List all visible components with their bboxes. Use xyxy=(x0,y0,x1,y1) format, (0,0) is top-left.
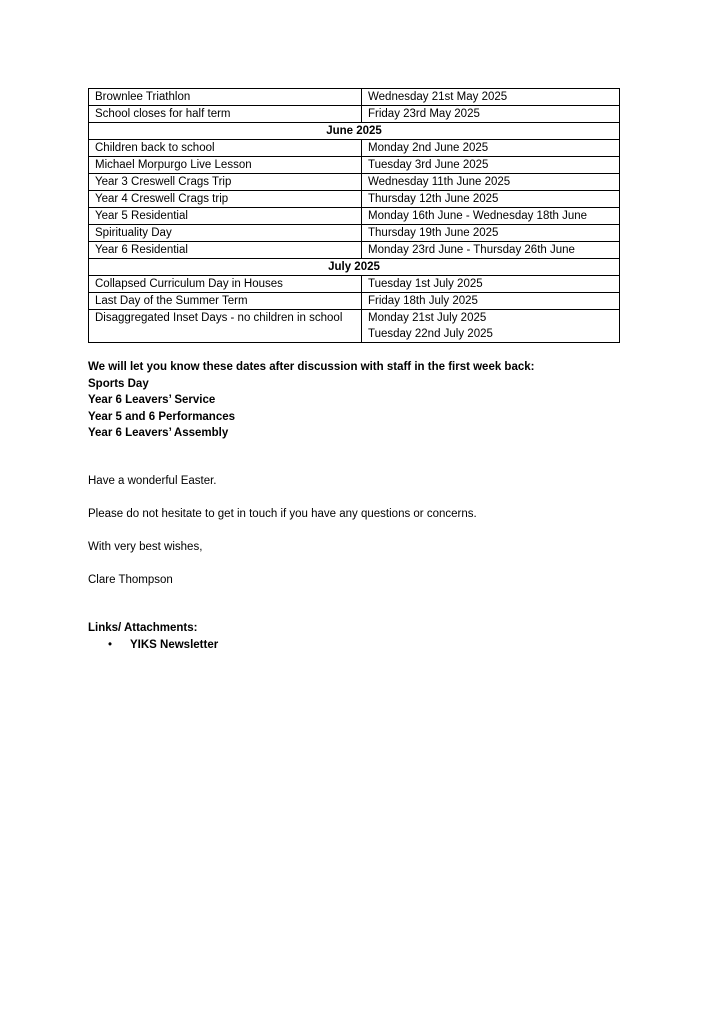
event-name-cell: Brownlee Triathlon xyxy=(89,89,362,106)
table-row xyxy=(89,191,620,208)
links-heading: Links/ Attachments: xyxy=(88,622,198,634)
event-name-cell: Year 6 Residential xyxy=(89,242,362,259)
tbc-intro: We will let you know these dates after discussion with staff in the first week back: xyxy=(88,361,535,373)
event-name-cell: Spirituality Day xyxy=(89,225,362,242)
month-header-row xyxy=(89,123,620,140)
event-date-cell xyxy=(362,140,620,157)
events-table xyxy=(88,88,620,343)
event-date: Tuesday 1st July 2025 xyxy=(368,278,483,290)
bullet-icon: • xyxy=(108,638,113,651)
table-row xyxy=(89,157,620,174)
event-date: Wednesday 21st May 2025 xyxy=(368,91,508,103)
event-date-cell xyxy=(362,242,620,259)
month-header: June 2025 xyxy=(89,123,620,140)
event-date-cell xyxy=(362,208,620,225)
table-row xyxy=(89,208,620,225)
link-label[interactable]: YIKS Newsletter xyxy=(130,638,219,651)
event-date: Wednesday 11th June 2025 xyxy=(368,176,511,188)
event-name-cell: Michael Morpurgo Live Lesson xyxy=(89,157,362,174)
tbc-item-leavers-assembly: Year 6 Leavers’ Assembly xyxy=(88,427,229,439)
event-date-cell xyxy=(362,225,620,242)
table-row xyxy=(89,140,620,157)
table-row xyxy=(89,174,620,191)
easter-message: Have a wonderful Easter. xyxy=(88,475,217,487)
event-date-cell xyxy=(362,157,620,174)
event-name-cell: School closes for half term xyxy=(89,106,362,123)
event-name-cell: Last Day of the Summer Term xyxy=(89,293,362,310)
event-name-cell: Year 3 Creswell Crags Trip xyxy=(89,174,362,191)
event-date: Tuesday 22nd July 2025 xyxy=(368,328,493,340)
event-date-cell xyxy=(362,276,620,293)
event-date: Thursday 19th June 2025 xyxy=(368,227,499,239)
table-row xyxy=(89,242,620,259)
tbc-section xyxy=(88,359,534,442)
month-header-row xyxy=(89,259,620,276)
table-row xyxy=(89,106,620,123)
tbc-item-leavers-service: Year 6 Leavers’ Service xyxy=(88,394,216,406)
table-row xyxy=(89,276,620,293)
event-date: Tuesday 3rd June 2025 xyxy=(368,159,489,171)
table-row xyxy=(89,293,620,310)
tbc-item-performances: Year 5 and 6 Performances xyxy=(88,410,236,423)
event-date-cell xyxy=(362,310,620,343)
signature: Clare Thompson xyxy=(88,574,173,586)
event-name-cell: Collapsed Curriculum Day in Houses xyxy=(89,276,362,293)
table-row xyxy=(89,89,620,106)
event-date: Friday 23rd May 2025 xyxy=(368,108,480,120)
event-date: Monday 21st July 2025 xyxy=(368,312,487,324)
event-date-cell xyxy=(362,106,620,123)
sign-off: With very best wishes, xyxy=(88,541,203,553)
event-name-cell: Year 4 Creswell Crags trip xyxy=(89,191,362,208)
event-date-cell xyxy=(362,293,620,310)
event-date: Thursday 12th June 2025 xyxy=(368,193,499,205)
event-name-cell: Disaggregated Inset Days - no children in school xyxy=(89,310,362,343)
link-yiks-newsletter[interactable] xyxy=(88,637,218,654)
links-section xyxy=(88,620,218,653)
contact-message: Please do not hesitate to get in touch if you have any questions or concerns. xyxy=(88,508,477,520)
links-list xyxy=(88,637,218,654)
table-row xyxy=(89,310,620,343)
month-header: July 2025 xyxy=(89,259,620,276)
events-table-body xyxy=(89,89,620,343)
event-date-cell xyxy=(362,89,620,106)
event-name-cell: Year 5 Residential xyxy=(89,208,362,225)
event-date: Monday 16th June - Wednesday 18th June xyxy=(368,210,588,222)
event-date-cell xyxy=(362,191,620,208)
event-date: Monday 23rd June - Thursday 26th June xyxy=(368,244,575,256)
event-name-cell: Children back to school xyxy=(89,140,362,157)
event-date-cell xyxy=(362,174,620,191)
table-row xyxy=(89,225,620,242)
event-date: Monday 2nd June 2025 xyxy=(368,142,489,154)
tbc-item-sports-day: Sports Day xyxy=(88,377,149,390)
event-date: Friday 18th July 2025 xyxy=(368,295,478,307)
